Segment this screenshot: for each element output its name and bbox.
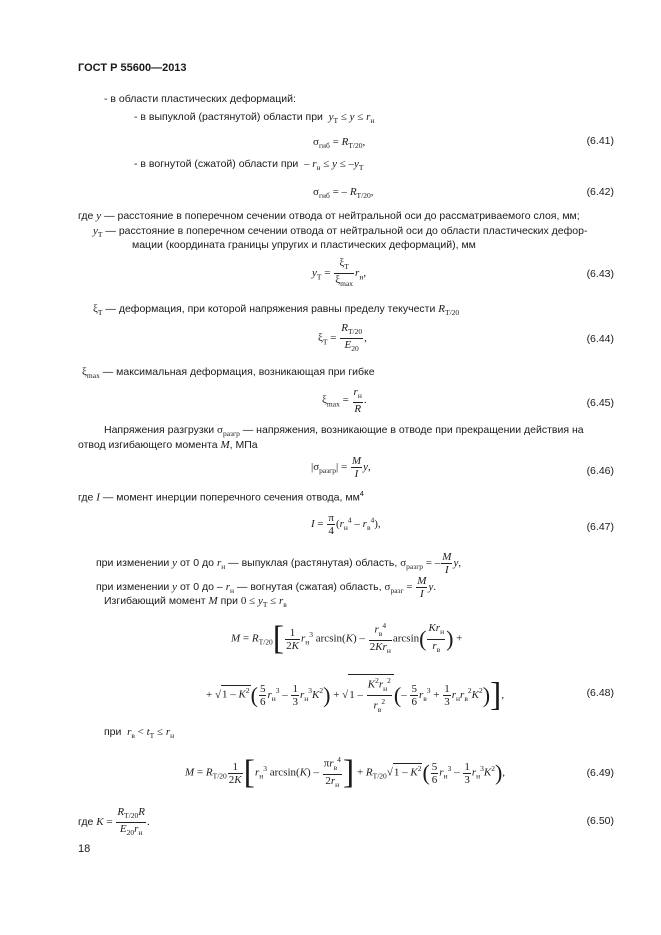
text-convex-region: - в выпуклой (растянутой) области при $y_Т \le y \le r_н$	[134, 111, 375, 126]
formula-6-43: $y_Т$ = $\frac{\xi_Т}{\xi_{max}}$ $r_н$,	[312, 257, 367, 289]
text-change-concave: при изменении y от 0 до – $r_н$ — вогнутая (сжатая) область, $\sigma_{разг}$ = $\frac{M}{I}$ y.	[96, 575, 437, 600]
definition-I: где I — момент инерции поперечного сечения отвода, $мм^4$	[78, 489, 364, 504]
paragraph-unloading-line2: отвод изгибающего момента M, МПа	[78, 439, 258, 451]
eq-number-6-41: (6.41)	[586, 135, 614, 147]
formula-6-45: $\xi_{max}$ = $\frac{r_н}{R}$ .	[322, 386, 367, 416]
formula-6-42: $\sigma_{гиб}$ = – $R_{Т/20}$,	[313, 186, 374, 201]
formula-6-46: $|\sigma_{разгр}|$ = $\frac{M}{I}$ y,	[311, 455, 371, 480]
definition-xi-max: $\xi_{max}$ — максимальная деформация, возникающая при гибке	[82, 366, 375, 381]
formula-6-47: I = $\frac{\pi}{4}$ $(r_н^4 - r_в^4)$,	[311, 512, 381, 537]
formula-6-50: где K = $\frac{R_{Т/20}R}{E_{20}r_н}$ .	[78, 806, 150, 838]
eq-number-6-49: (6.49)	[586, 767, 614, 779]
eq-number-6-50: (6.50)	[586, 815, 614, 827]
formula-6-48-line1: $M = R_{Т/20}$[ $\frac{1}{2K}$ $r_н^3$ arcsin(K) – $\frac{r_в^4}{2Kr_н}$ arcsin( $\frac{Kr_н}{r_в}$ ) +	[231, 620, 463, 657]
formula-6-41: $\sigma_{гиб} = R_{Т/20}$,	[313, 136, 366, 151]
definition-y: где y — расстояние в поперечном сечении отвода от нейтральной оси до рассматриваемого слоя, мм;	[78, 210, 580, 222]
formula-6-49: $M = R_{Т/20}$ $\frac{1}{2K}$ [$r_н^3$ arcsin(K) – $\frac{\pi r_в^4}{2r_н}$ ] + $R_{Т/20}√1 - K^2$( $\frac{5}{6}$ $r_н^3$ – $\frac{1}{3}$ $r_н^3K^2$),	[185, 754, 506, 791]
eq-number-6-47: (6.47)	[586, 521, 614, 533]
text-change-convex: при изменении y от 0 до $r_н$ — выпуклая (растянутая) область, $\sigma_{разгр}$ = – $\frac{M}{I}$ y,	[96, 551, 462, 576]
paragraph-unloading-line1: Напряжения разгрузки $\sigma_{разгр}$ — напряжения, возникающие в отводе при прекращении действия на	[104, 424, 584, 439]
definition-yt-line1: $y_Т$ — расстояние в поперечном сечении отвода от нейтральной оси до области пластических дефор-	[93, 225, 588, 240]
eq-number-6-42: (6.42)	[586, 186, 614, 198]
eq-number-6-45: (6.45)	[586, 397, 614, 409]
text-moment-intro: Изгибающий момент M при $0 \le y_Т \le r_в$	[104, 595, 287, 610]
eq-number-6-44: (6.44)	[586, 333, 614, 345]
text-at-condition: при $r_в < t_Т \le r_н$	[104, 726, 175, 741]
eq-number-6-48: (6.48)	[586, 687, 614, 699]
eq-number-6-46: (6.46)	[586, 465, 614, 477]
page-number: 18	[78, 843, 91, 855]
definition-xi-t: $\xi_Т$ — деформация, при которой напряжения равны пределу текучести $R_{Т/20}$	[93, 303, 460, 318]
eq-number-6-43: (6.43)	[586, 268, 614, 280]
text-plastic-region: - в области пластических деформаций:	[104, 93, 296, 105]
document-header: ГОСТ Р 55600—2013	[78, 62, 187, 74]
text-concave-region: - в вогнутой (сжатой) области при – $r_н \le y \le -y_Т$	[134, 158, 364, 173]
definition-yt-line2: мации (координата границы упругих и пластических деформаций), мм	[132, 239, 476, 251]
formula-6-48-line2: + $√1 - K^2$( $\frac{5}{6}$ $r_н^3$ – $\frac{1}{3}$ $r_н^3K^2) + √1$ – $\frac{K^2r_н^2}{r_в^2}$ (– $\frac{5}{6}$ $r_в^3$ + $\frac{1}{3}$ $r_нr_в^2K^2$)],	[206, 676, 505, 714]
formula-6-44: $\xi_Т$ = $\frac{R_{Т/20}}{E_{20}}$ ,	[318, 322, 367, 354]
